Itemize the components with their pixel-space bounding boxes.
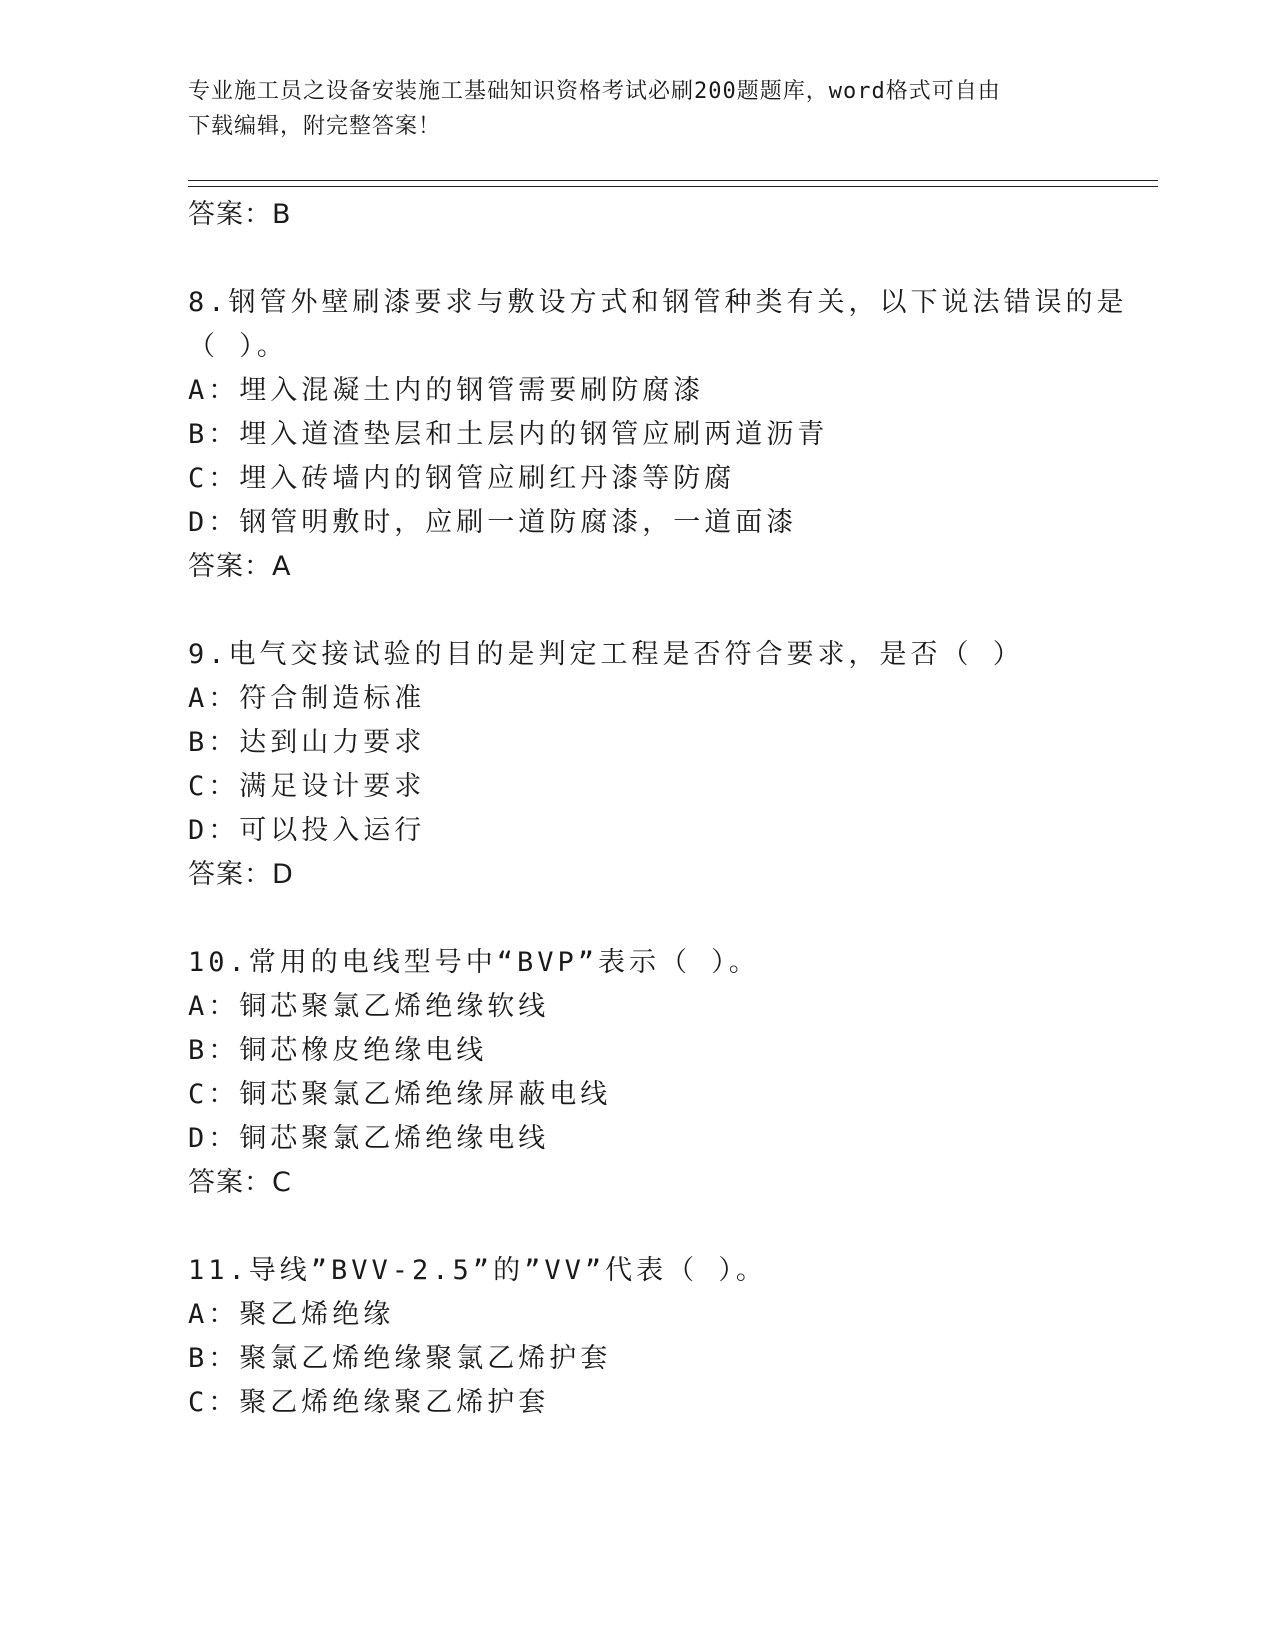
option-b: B：聚氯乙烯绝缘聚氯乙烯护套 <box>188 1343 612 1374</box>
option-b: B：埋入道渣垫层和土层内的钢管应刷两道沥青 <box>188 419 829 450</box>
answer: 答案：C <box>188 1167 292 1198</box>
option-d: D：可以投入运行 <box>188 815 426 846</box>
option-c: C：满足设计要求 <box>188 771 426 802</box>
previous-answer: 答案：B <box>188 199 292 230</box>
question-stem: 8.钢管外壁刷漆要求与敷设方式和钢管种类有关，以下说法错误的是 <box>188 287 1128 318</box>
option-a: A：埋入混凝土内的钢管需要刷防腐漆 <box>188 375 705 406</box>
header-line-1: 专业施工员之设备安装施工基础知识资格考试必刷200题题库，word格式可自由 <box>188 79 1001 104</box>
option-c: C：铜芯聚氯乙烯绝缘屏蔽电线 <box>188 1079 612 1110</box>
header-divider-bottom <box>188 186 1158 187</box>
option-b: B：达到山力要求 <box>188 727 426 758</box>
question-stem: 11.导线”BVV-2.5”的”VV”代表（ ）。 <box>188 1255 767 1286</box>
option-a: A：符合制造标准 <box>188 683 426 714</box>
answer: 答案：D <box>188 859 294 890</box>
option-d: D：钢管明敷时，应刷一道防腐漆，一道面漆 <box>188 507 798 538</box>
question-stem-continued: （ ）。 <box>188 331 288 362</box>
question-stem: 9.电气交接试验的目的是判定工程是否符合要求，是否（ ） <box>188 639 1024 670</box>
option-d: D：铜芯聚氯乙烯绝缘电线 <box>188 1123 550 1154</box>
option-c: C：埋入砖墙内的钢管应刷红丹漆等防腐 <box>188 463 736 494</box>
document-header <box>188 74 1088 144</box>
option-b: B：铜芯橡皮绝缘电线 <box>188 1035 488 1066</box>
answer: 答案：A <box>188 551 292 582</box>
option-a: A：铜芯聚氯乙烯绝缘软线 <box>188 991 550 1022</box>
header-divider-top <box>188 180 1158 181</box>
option-c: C：聚乙烯绝缘聚乙烯护套 <box>188 1387 550 1418</box>
header-line-2: 下载编辑，附完整答案！ <box>188 114 442 139</box>
question-stem: 10.常用的电线型号中“BVP”表示（ ）。 <box>188 947 760 978</box>
option-a: A：聚乙烯绝缘 <box>188 1299 395 1330</box>
